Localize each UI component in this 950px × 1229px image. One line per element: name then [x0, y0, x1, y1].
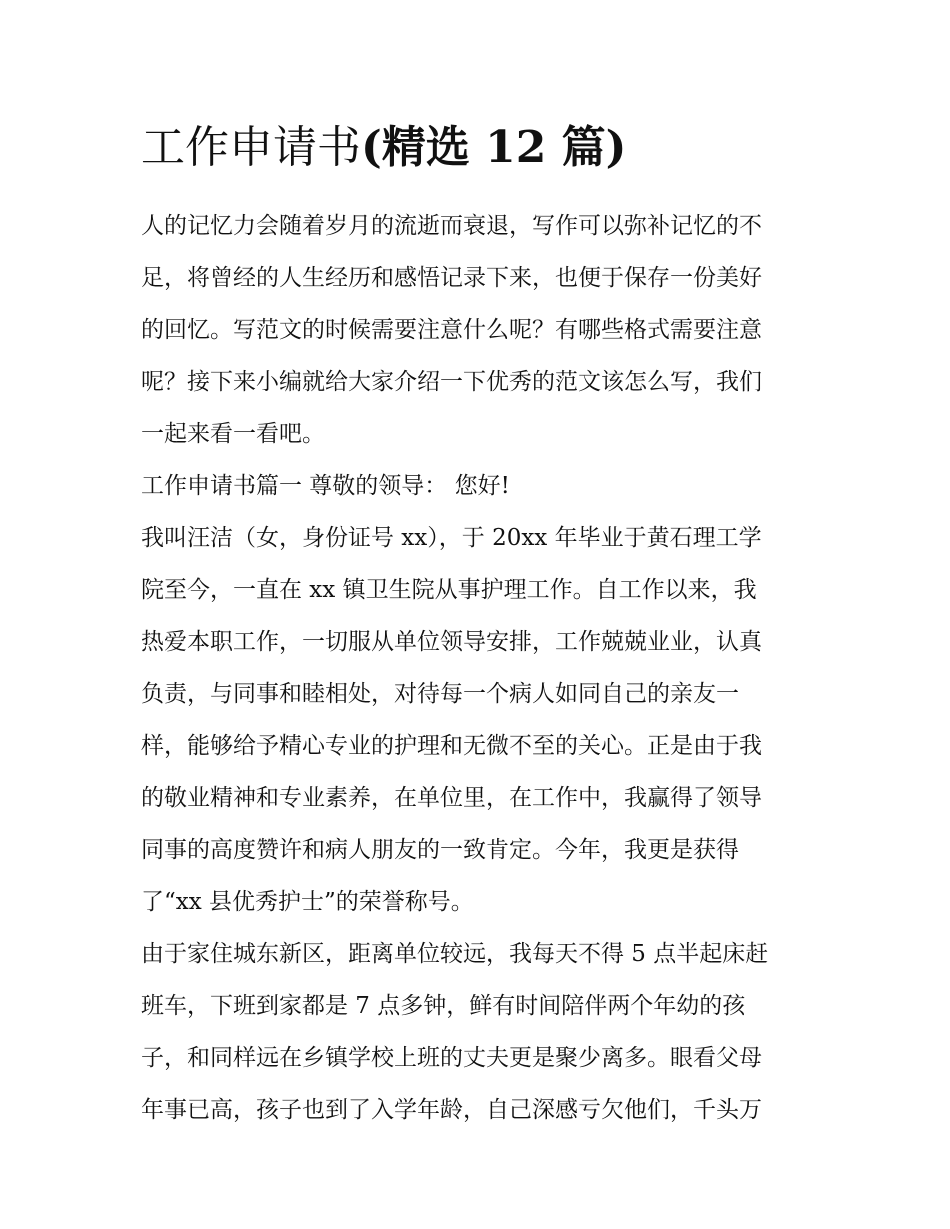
text-line: 院至今，一直在 xx 镇卫生院从事护理工作。自工作以来，我	[141, 577, 757, 603]
text-line: 负责，与同事和睦相处，对待每一个病人如同自己的亲友一	[141, 681, 739, 707]
text-line: 我叫汪洁（女，身份证号 xx），于 20xx 年毕业于黄石理工学	[141, 525, 762, 551]
body-paragraph-1	[141, 512, 821, 928]
text-line: 呢？接下来小编就给大家介绍一下优秀的范文该怎么写，我们	[141, 369, 762, 395]
text-line: 的回忆。写范文的时候需要注意什么呢？有哪些格式需要注意	[141, 317, 762, 343]
text-line: 一起来看一看吧。	[141, 421, 325, 447]
text-line: 的敬业精神和专业素养，在单位里，在工作中，我赢得了领导	[141, 785, 762, 811]
text-line: 了“xx 县优秀护士”的荣誉称号。	[141, 889, 474, 915]
intro-paragraph	[141, 200, 821, 460]
text-line: 同事的高度赞许和病人朋友的一致肯定。今年，我更是获得	[141, 837, 739, 863]
title-suffix: (精选 12 篇)	[361, 122, 627, 173]
text-line: 热爱本职工作，一切服从单位领导安排，工作兢兢业业，认真	[141, 629, 762, 655]
text-line: 足，将曾经的人生经历和感悟记录下来，也便于保存一份美好	[141, 265, 762, 291]
body-paragraph-2	[141, 928, 821, 1136]
title-main: 工作申请书	[141, 122, 361, 173]
section-heading	[141, 460, 821, 512]
text-line: 人的记忆力会随着岁月的流逝而衰退，写作可以弥补记忆的不	[141, 213, 762, 239]
text-line: 班车，下班到家都是 7 点多钟，鲜有时间陪伴两个年幼的孩	[141, 993, 746, 1019]
section-heading-line: 工作申请书篇一 尊敬的领导： 您好!	[141, 473, 510, 499]
text-line: 子，和同样远在乡镇学校上班的丈夫更是聚少离多。眼看父母	[141, 1045, 762, 1071]
text-line: 由于家住城东新区，距离单位较远，我每天不得 5 点半起床赶	[141, 941, 769, 967]
document-title	[141, 118, 627, 178]
document-body	[141, 200, 821, 1136]
text-line: 年事已高，孩子也到了入学年龄，自己深感亏欠他们，千头万	[141, 1097, 762, 1123]
text-line: 样，能够给予精心专业的护理和无微不至的关心。正是由于我	[141, 733, 762, 759]
